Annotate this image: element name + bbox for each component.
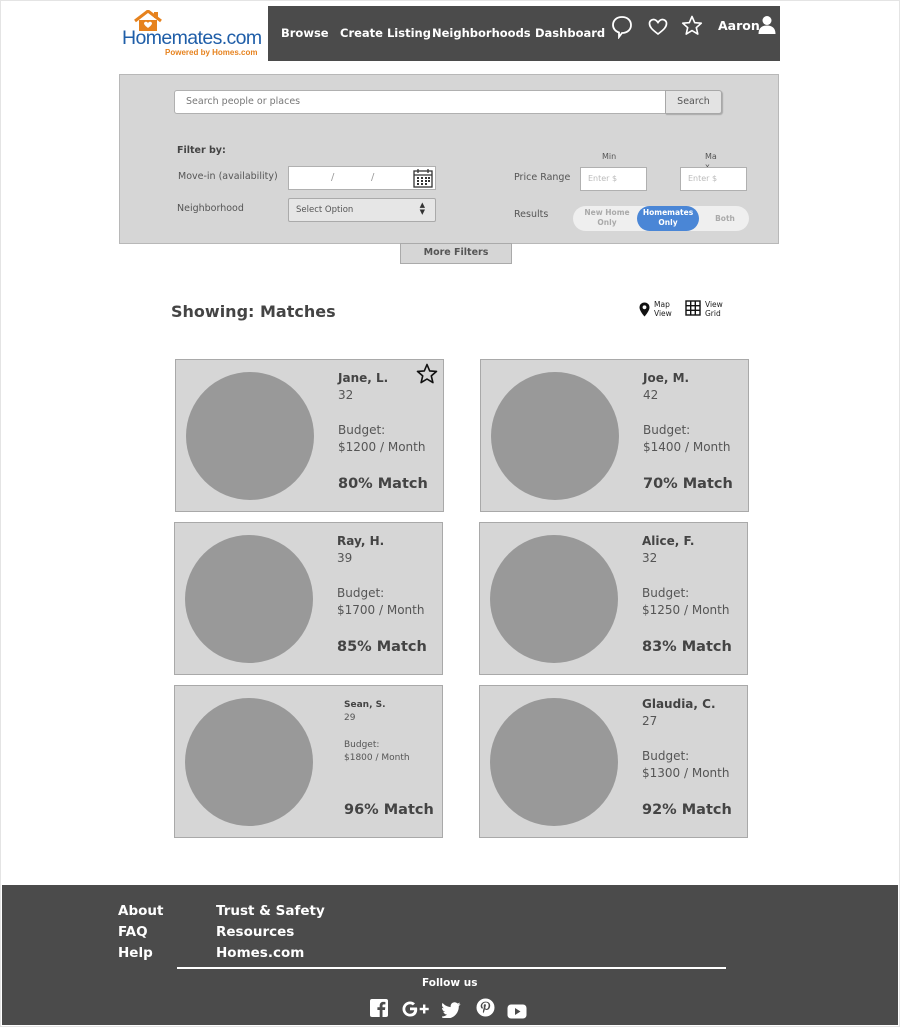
- match-score: 83% Match: [642, 639, 732, 655]
- price-max-input[interactable]: Enter $: [680, 167, 747, 191]
- avatar: [186, 372, 314, 500]
- match-budget-label: Budget:: [642, 586, 690, 600]
- filter-panel: [119, 74, 779, 244]
- map-view-toggle[interactable]: Map View: [654, 300, 672, 318]
- match-budget: $1300 / Month: [642, 766, 730, 780]
- more-filters-button[interactable]: More Filters: [400, 243, 512, 264]
- movein-date-input[interactable]: [288, 166, 436, 190]
- nav-create-listing[interactable]: Create Listing: [340, 26, 431, 40]
- match-budget-label: Budget:: [643, 423, 691, 437]
- results-heading: Showing: Matches: [171, 302, 336, 321]
- match-age: 32: [642, 551, 658, 565]
- google-plus-icon[interactable]: [402, 1001, 430, 1017]
- match-name: Jane, L.: [338, 371, 389, 385]
- footer: [2, 885, 898, 1025]
- footer-link-trust-safety[interactable]: Trust & Safety: [216, 903, 325, 919]
- avatar: [185, 698, 313, 826]
- match-name: Ray, H.: [337, 534, 385, 548]
- nav-dashboard[interactable]: Dashboard: [535, 26, 606, 40]
- logo-tagline: Powered by Homes.com: [165, 48, 258, 57]
- match-card[interactable]: [175, 359, 444, 512]
- logo[interactable]: [118, 10, 268, 60]
- match-card[interactable]: [174, 522, 443, 675]
- calendar-icon[interactable]: [413, 168, 433, 188]
- match-age: 39: [337, 551, 353, 565]
- match-name: Glaudia, C.: [642, 697, 716, 711]
- match-budget-label: Budget:: [337, 586, 385, 600]
- twitter-icon[interactable]: [442, 1002, 461, 1018]
- top-nav: [268, 6, 780, 61]
- date-separator: /: [371, 172, 375, 183]
- avatar: [185, 535, 313, 663]
- facebook-icon[interactable]: [370, 999, 388, 1017]
- match-card[interactable]: [480, 359, 749, 512]
- price-min-input[interactable]: Enter $: [580, 167, 647, 191]
- match-score: 80% Match: [338, 476, 428, 492]
- grid-view-toggle[interactable]: View Grid: [705, 300, 723, 318]
- price-range-label: Price Range: [514, 172, 571, 183]
- avatar: [491, 372, 619, 500]
- match-name: Alice, F.: [642, 534, 695, 548]
- match-budget: $1700 / Month: [337, 603, 425, 617]
- filter-title: Filter by:: [177, 145, 226, 156]
- match-budget: $1800 / Month: [344, 753, 410, 763]
- price-max-label: Ma: [705, 152, 717, 161]
- follow-us-label: Follow us: [422, 977, 478, 989]
- grid-icon[interactable]: [685, 300, 701, 316]
- logo-wordmark: Homemates.com: [122, 27, 262, 49]
- match-score: 85% Match: [337, 639, 427, 655]
- nav-neighborhoods[interactable]: Neighborhoods: [432, 26, 531, 40]
- footer-link-homes[interactable]: Homes.com: [216, 945, 305, 961]
- footer-link-help[interactable]: Help: [118, 945, 153, 961]
- results-option-new-home[interactable]: New Home Only: [584, 208, 630, 227]
- nav-browse[interactable]: Browse: [281, 26, 329, 40]
- price-min-label: Min: [602, 152, 617, 161]
- footer-divider: [177, 967, 726, 969]
- avatar: [490, 535, 618, 663]
- match-score: 96% Match: [344, 802, 434, 818]
- star-icon[interactable]: [681, 15, 703, 36]
- results-option-both[interactable]: Both: [715, 214, 735, 223]
- user-name[interactable]: Aaron: [718, 18, 760, 33]
- results-option-homemates[interactable]: Homemates Only: [637, 206, 699, 231]
- match-budget-label: Budget:: [344, 740, 380, 750]
- footer-link-about[interactable]: About: [118, 903, 164, 919]
- match-card[interactable]: [174, 685, 443, 838]
- footer-link-resources[interactable]: Resources: [216, 924, 295, 940]
- avatar: [490, 698, 618, 826]
- movein-label: Move-in (availability): [178, 171, 278, 182]
- map-pin-icon[interactable]: [639, 302, 650, 317]
- heart-icon[interactable]: [648, 18, 668, 36]
- match-card[interactable]: [479, 685, 748, 838]
- match-age: 29: [344, 713, 356, 723]
- match-age: 27: [642, 714, 658, 728]
- match-budget: $1250 / Month: [642, 603, 730, 617]
- match-card[interactable]: [479, 522, 748, 675]
- match-score: 70% Match: [643, 476, 733, 492]
- footer-link-faq[interactable]: FAQ: [118, 924, 148, 940]
- match-budget-label: Budget:: [642, 749, 690, 763]
- match-budget: $1200 / Month: [338, 440, 426, 454]
- match-age: 42: [643, 388, 659, 402]
- youtube-icon[interactable]: [507, 1004, 527, 1019]
- match-budget-label: Budget:: [338, 423, 386, 437]
- results-toggle[interactable]: [573, 206, 749, 231]
- match-budget: $1400 / Month: [643, 440, 731, 454]
- select-arrows-icon: ▲ ▼: [419, 201, 425, 216]
- neighborhood-select[interactable]: [288, 198, 436, 222]
- neighborhood-label: Neighborhood: [177, 203, 244, 214]
- pinterest-icon[interactable]: [476, 998, 495, 1017]
- match-score: 92% Match: [642, 802, 732, 818]
- match-age: 32: [338, 388, 354, 402]
- results-label: Results: [514, 209, 549, 220]
- match-name: Joe, M.: [643, 371, 690, 385]
- chat-bubble-icon[interactable]: [611, 15, 633, 39]
- match-name: Sean, S.: [344, 700, 386, 710]
- favorite-star-icon[interactable]: [416, 363, 438, 385]
- user-icon[interactable]: [758, 15, 776, 34]
- search-button[interactable]: Search: [665, 90, 722, 114]
- neighborhood-select-value: Select Option: [296, 205, 354, 215]
- date-separator: /: [331, 172, 335, 183]
- search-input[interactable]: Search people or places: [174, 90, 666, 114]
